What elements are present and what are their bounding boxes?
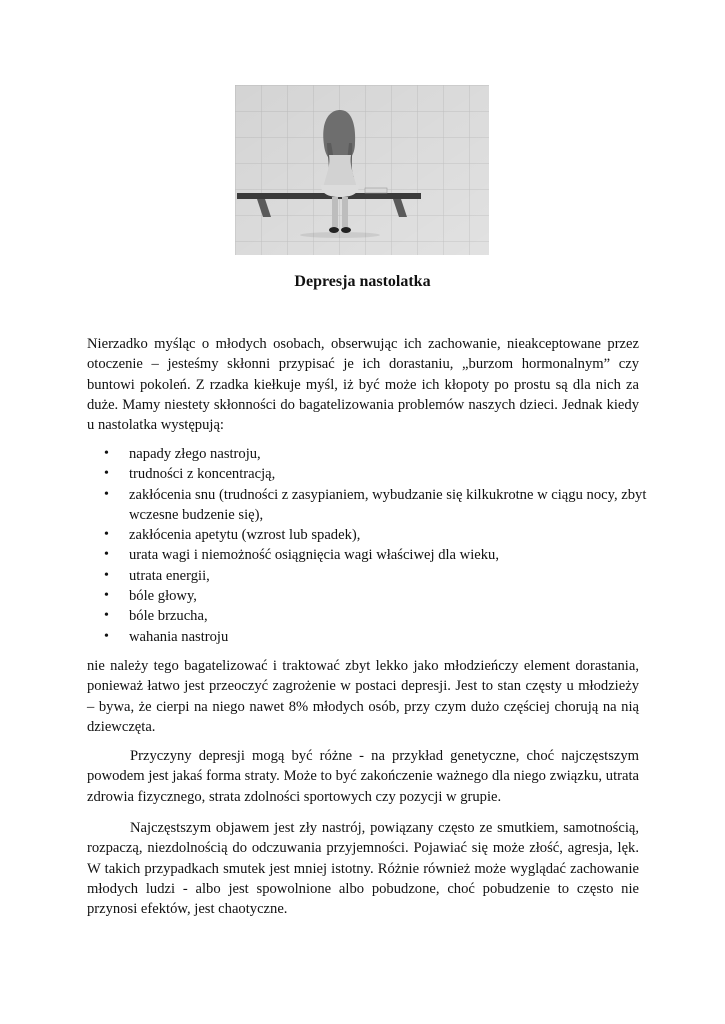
list-item-text: trudności z koncentracją, (129, 466, 276, 483)
intro-paragraph: Nierzadko myśląc o młodych osobach, obserwując ich zachowanie, nieakceptowane przez otoczenie – jesteśmy skłonni przypisać je ich dorastaniu, „burzom hormonalnym” czy buntowi pokoleń. Z rzadka kiełkuje myśl, iż być może ich kłopoty po prostu są dla nich za duże. Mamy niestety skłonności do bagatelizowania problemów naszych dzieci. Jednak kiedy u nastolatka występują: (87, 336, 639, 434)
list-item-text: urata wagi i niemożność osiągnięcia wagi właściwej dla wieku, (129, 547, 499, 564)
bullet-icon: • (104, 486, 109, 502)
list-item (87, 627, 647, 647)
bullet-icon: • (104, 527, 109, 543)
bullet-icon: • (104, 608, 109, 624)
bullet-icon: • (104, 628, 109, 644)
list-item (87, 464, 647, 484)
bullet-icon: • (104, 547, 109, 563)
symptoms-paragraph: Najczęstszym objawem jest zły nastrój, powiązany często ze smutkiem, samotnością, rozpaczą, niezdolnością do odczuwania przyjemności. Pojawiać się może złość, agresja, lęk. W takich przypadkach smutek jest mniej istotny. Różnie również może wyglądać zachowanie młodych ludzi - albo jest spowolnione albo pobudzone, choć pobudzenie to często nie przynosi efektów, jest chaotyczne. (87, 820, 639, 918)
symptom-list (87, 444, 647, 647)
list-item (87, 586, 647, 606)
list-item-text: bóle głowy, (129, 588, 197, 605)
causes-paragraph: Przyczyny depresji mogą być różne - na przykład genetyczne, choć najczęstszym powodem jest jakaś forma straty. Może to być zakończenie ważnego dla niego związku, utrata zdrowia fizycznego, strata zdolności sportowych czy pozycji w grupie. (87, 748, 639, 805)
after-list-paragraph: nie należy tego bagatelizować i traktować zbyt lekko jako młodzieńczy element dorastania, ponieważ łatwo jest przeoczyć zagrożenie w postaci depresji. Jest to stan częsty u młodzieży – bywa, że cierpi na niego nawet 8% młodych osób, przy czym dużo częściej chorują na nią dziewczęta. (87, 658, 639, 735)
list-item-text: wahania nastroju (129, 628, 229, 645)
list-item-text: napady złego nastroju, (129, 446, 261, 462)
list-item (87, 525, 647, 545)
list-item-text: zakłócenia apetytu (wzrost lub spadek), (129, 527, 361, 544)
bullet-icon: • (104, 466, 109, 482)
list-item-text: utrata energii, (129, 567, 210, 584)
list-item (87, 444, 647, 464)
document-title: Depresja nastolatka (294, 273, 431, 290)
list-item (87, 485, 647, 526)
bullet-icon: • (104, 588, 109, 604)
bullet-icon: • (104, 567, 109, 583)
list-item (87, 545, 647, 565)
list-item-text: bóle brzucha, (129, 608, 208, 625)
list-item (87, 606, 647, 626)
list-item (87, 566, 647, 586)
list-item-text: zakłócenia snu (trudności z zasypianiem, wybudzanie się kilkukrotne w ciągu nocy, zbyt wczesne budzenie się), (129, 486, 647, 523)
bullet-icon: • (104, 446, 109, 461)
photo-girl-on-bench (235, 85, 489, 255)
